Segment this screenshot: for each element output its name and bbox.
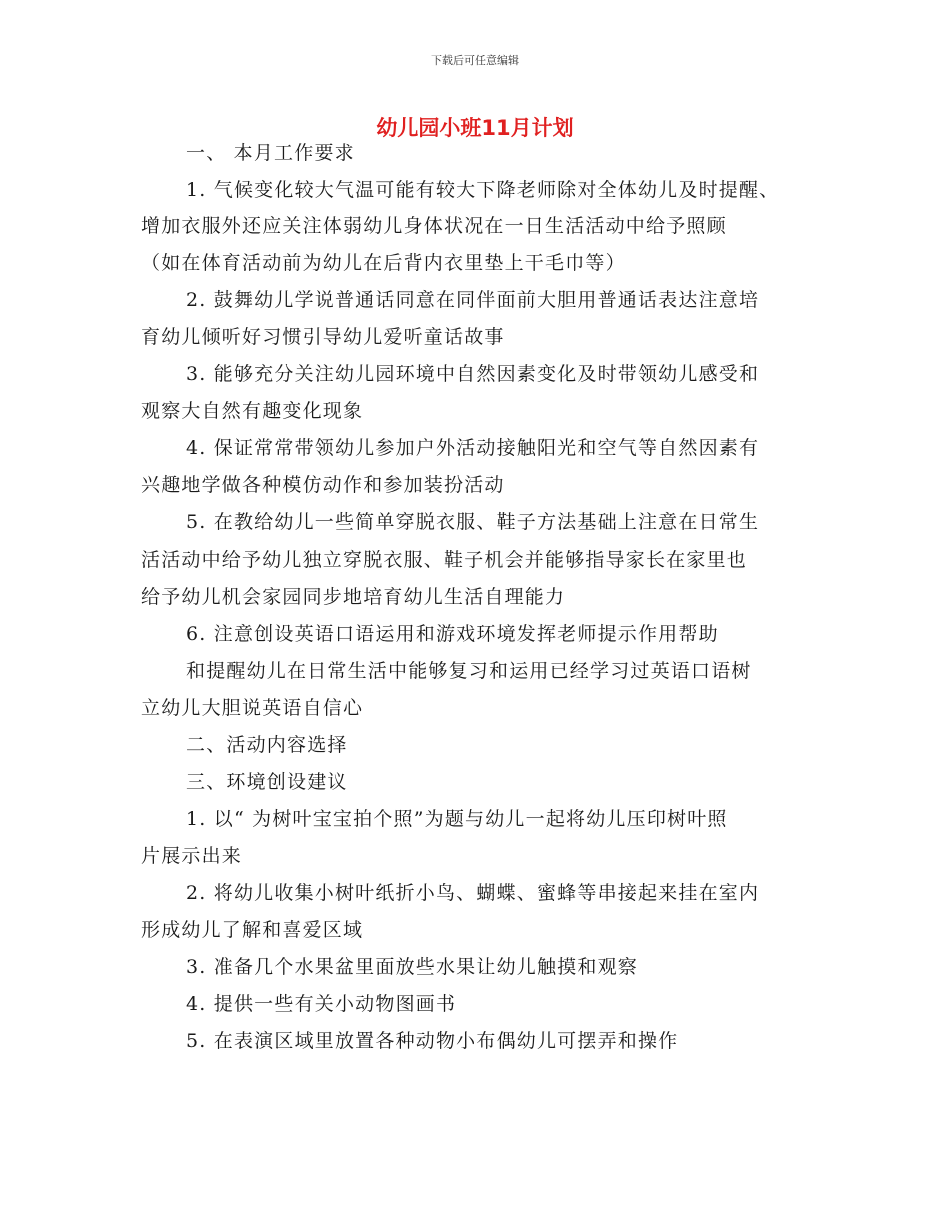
page-header: 下载后可任意编辑 xyxy=(431,54,519,67)
text-line: 增加衣服外还应关注体弱幼儿身体状况在一日生活活动中给予照顾 xyxy=(141,215,727,237)
text-line: 形成幼儿了解和喜爱区域 xyxy=(141,919,364,941)
text-line: 立幼儿大胆说英语自信心 xyxy=(141,697,364,719)
text-line: 和提醒幼儿在日常生活中能够复习和运用已经学习过英语口语树 xyxy=(186,660,752,682)
text-line: 4. 保证常常带领幼儿参加户外活动接触阳光和空气等自然因素有 xyxy=(186,437,760,459)
text-line: 1. 气候变化较大气温可能有较大下降老师除对全体幼儿及时提醒、 xyxy=(186,179,780,201)
text-line: 5. 在表演区域里放置各种动物小布偶幼儿可摆弄和操作 xyxy=(186,1030,679,1052)
text-line: 观察大自然有趣变化现象 xyxy=(141,400,364,422)
text-line: 育幼儿倾听好习惯引导幼儿爱听童话故事 xyxy=(141,326,505,348)
text-line: 2. 将幼儿收集小树叶纸折小鸟、蝴蝶、蜜蜂等串接起来挂在室内 xyxy=(186,882,760,904)
text-line: 活活动中给予幼儿独立穿脱衣服、鞋子机会并能够指导家长在家里也 xyxy=(141,549,748,571)
text-line: 3. 准备几个水果盆里面放些水果让幼儿触摸和观察 xyxy=(186,956,638,978)
text-line: 6. 注意创设英语口语运用和游戏环境发挥老师提示作用帮助 xyxy=(186,623,719,645)
section-heading-3: 三、环境创设建议 xyxy=(186,771,348,793)
section-heading-2: 二、活动内容选择 xyxy=(186,734,348,756)
text-line: 1. 以“ 为树叶宝宝拍个照”为题与幼儿一起将幼儿压印树叶照 xyxy=(186,808,728,830)
text-line: 给予幼儿机会家园同步地培育幼儿生活自理能力 xyxy=(141,586,566,608)
section-heading-1: 一、 本月工作要求 xyxy=(186,142,355,164)
text-line: 片展示出来 xyxy=(141,845,243,867)
document-title: 幼儿园小班11月计划 xyxy=(376,116,574,140)
text-line: 3. 能够充分关注幼儿园环境中自然因素变化及时带领幼儿感受和 xyxy=(186,363,760,385)
text-line: 2. 鼓舞幼儿学说普通话同意在同伴面前大胆用普通话表达注意培 xyxy=(186,289,760,311)
text-line: 5. 在教给幼儿一些简单穿脱衣服、鞋子方法基础上注意在日常生 xyxy=(186,511,760,533)
text-line: （如在体育活动前为幼儿在后背内衣里垫上干毛巾等） xyxy=(141,252,626,274)
text-line: 4. 提供一些有关小动物图画书 xyxy=(186,993,457,1015)
text-line: 兴趣地学做各种模仿动作和参加装扮活动 xyxy=(141,474,505,496)
